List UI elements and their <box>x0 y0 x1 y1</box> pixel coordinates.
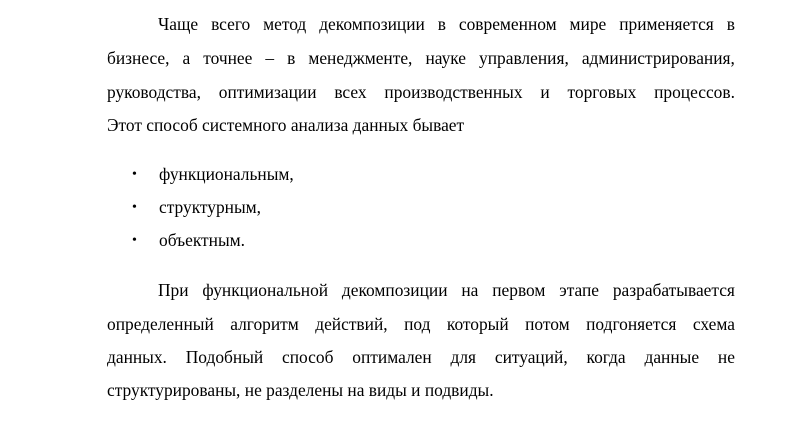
word: менеджменте, <box>308 48 413 68</box>
word: науке <box>425 48 467 68</box>
word: администрирования, <box>581 48 735 68</box>
word: первом <box>492 280 546 300</box>
bullet-icon: • <box>132 200 137 215</box>
paragraph-2-line-1 <box>158 278 735 302</box>
word: Чаще <box>158 14 199 34</box>
list-item-text: функциональным, <box>159 164 294 184</box>
paragraph-1-line-3 <box>107 80 735 104</box>
word: потом <box>525 314 570 334</box>
word: в <box>437 14 446 34</box>
word: для <box>450 347 477 367</box>
word: бизнесе, <box>107 48 170 68</box>
word: разрабатывается <box>612 280 735 300</box>
word: процессов. <box>654 82 735 102</box>
word: действий, <box>315 314 388 334</box>
word: – <box>265 48 275 68</box>
word: управления, <box>479 48 569 68</box>
word: не <box>717 347 735 367</box>
paragraph-2-line-4: структурированы, не разделены на виды и подвиды. <box>107 380 494 400</box>
word: подгоняется <box>586 314 677 334</box>
word: схема <box>692 314 735 334</box>
paragraph-1-line-2 <box>107 46 735 70</box>
word: метод <box>263 14 307 34</box>
word: данных. <box>107 347 167 367</box>
word: а <box>182 48 191 68</box>
word: мире <box>569 14 607 34</box>
word: и <box>540 82 550 102</box>
list-item-text: объектным. <box>159 230 245 250</box>
word: определенный <box>107 314 214 334</box>
word: всего <box>211 14 251 34</box>
word: точнее <box>203 48 253 68</box>
word: этапе <box>559 280 600 300</box>
word: который <box>446 314 509 334</box>
word: применяется <box>619 14 714 34</box>
word: функциональной <box>202 280 329 300</box>
bullet-icon: • <box>132 167 137 182</box>
word: всех <box>334 82 367 102</box>
paragraph-1-line-4: Этот способ системного анализа данных бывает <box>107 115 465 135</box>
word: современном <box>458 14 557 34</box>
word: в <box>726 14 735 34</box>
paragraph-1-line-1 <box>158 12 735 36</box>
word: данные <box>644 347 700 367</box>
word: когда <box>586 347 626 367</box>
word: на <box>461 280 479 300</box>
bullet-icon: • <box>132 233 137 248</box>
word: оптимизации <box>218 82 317 102</box>
word: алгоритм <box>230 314 299 334</box>
word: При <box>158 280 189 300</box>
word: производственных <box>384 82 523 102</box>
word: в <box>287 48 296 68</box>
list-item-text: структурным, <box>159 197 262 217</box>
paragraph-2-line-2 <box>107 312 735 336</box>
word: оптимален <box>352 347 432 367</box>
word: декомпозиции <box>341 280 448 300</box>
word: ситуаций, <box>494 347 568 367</box>
word: декомпозиции <box>319 14 425 34</box>
word: под <box>404 314 431 334</box>
word: торговых <box>567 82 637 102</box>
word: руководства, <box>107 82 201 102</box>
paragraph-2-line-3 <box>107 345 735 369</box>
word: способ <box>282 347 334 367</box>
word: Подобный <box>185 347 264 367</box>
